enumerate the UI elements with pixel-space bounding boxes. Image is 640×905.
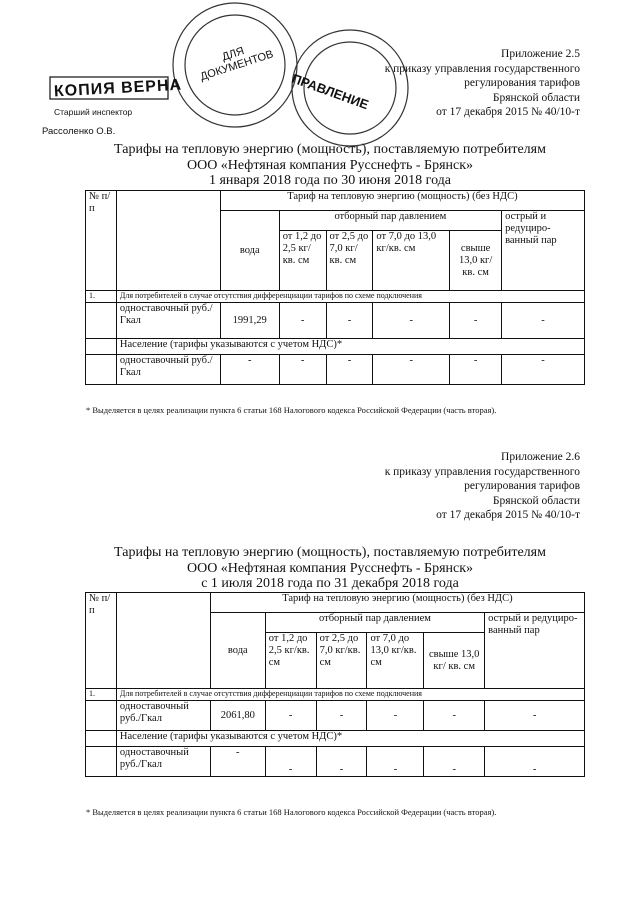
sharp-steam-header: острый и редуциро-ванный пар xyxy=(485,613,585,689)
population-row: Население (тарифы указываются с учетом НДС)* xyxy=(116,339,584,355)
dash-cell: - xyxy=(424,747,485,777)
stamp-pravlenie: ПРАВЛЕНИЕ xyxy=(289,70,371,113)
appendix-line: от 17 декабря 2015 № 40/10-т xyxy=(436,106,580,118)
appendix-line: Брянской области xyxy=(492,494,580,507)
row-group: Для потребителей в случае отсутствия дифференциации тарифов по схеме подключения xyxy=(116,291,584,303)
title-line: Тарифы на тепловую энергию (мощность), поставляемую потребителям xyxy=(114,545,546,560)
dash-cell: - xyxy=(373,355,450,385)
sharp-steam-header: острый и редуциро-ванный пар xyxy=(502,211,585,291)
footnote-2: * Выделяется в целях реализации пункта 6 статьи 168 Налогового кодекса Российской Федерации (часть вторая). xyxy=(86,807,497,817)
population-row: Население (тарифы указываются с учетом НДС)* xyxy=(116,731,584,747)
water-value: 1991,29 xyxy=(220,303,279,339)
tariff-header: Тариф на тепловую энергию (мощность) (без НДС) xyxy=(210,593,584,613)
title-line: 1 января 2018 года по 30 июня 2018 года xyxy=(208,173,452,188)
tariff-title-2 xyxy=(60,545,600,592)
dash-cell: - xyxy=(220,355,279,385)
dash-cell: - xyxy=(485,747,585,777)
row-group: Для потребителей в случае отсутствия дифференциации тарифов по схеме подключения xyxy=(116,689,584,701)
one-part-label: одноставочный руб./Гкал xyxy=(116,747,210,777)
appendix-line: Приложение 2.6 xyxy=(501,451,580,463)
tariff-table-1 xyxy=(85,190,585,385)
dash-cell: - xyxy=(265,701,316,731)
dash-cell: - xyxy=(279,303,326,339)
appendix-line: от 17 декабря 2015 № 40/10-т xyxy=(436,509,580,521)
dash-cell: - xyxy=(450,355,502,385)
pressure-4: свыше 13,0 кг/ кв. см xyxy=(450,231,502,291)
appendix-line: Приложение 2.5 xyxy=(501,48,580,60)
one-part-label: одноставочный руб./Гкал xyxy=(116,701,210,731)
title-line: ООО «Нефтяная компания Русснефть - Брянск» xyxy=(186,157,474,173)
pressure-1: от 1,2 до 2,5 кг/кв. см xyxy=(265,633,316,689)
water-header: вода xyxy=(210,613,265,689)
footnote-1: * Выделяется в целях реализации пункта 6 статьи 168 Налогового кодекса Российской Федерации (часть вторая). xyxy=(86,405,497,415)
dash-cell: - xyxy=(367,701,424,731)
dash-cell: - xyxy=(210,747,265,777)
water-header: вода xyxy=(220,211,279,291)
dash-cell: - xyxy=(450,303,502,339)
title-line: ООО «Нефтяная компания Русснефть - Брянск» xyxy=(186,560,474,576)
steam-header: отборный пар давлением xyxy=(279,211,501,231)
dash-cell: - xyxy=(326,355,373,385)
appendix-block-2 xyxy=(385,450,580,523)
one-part-label: одноставочный руб./Гкал xyxy=(116,303,220,339)
pressure-3: от 7,0 до 13,0 кг/кв. см xyxy=(373,231,450,291)
dash-cell: - xyxy=(326,303,373,339)
dash-cell: - xyxy=(373,303,450,339)
one-part-label: одноставочный руб./Гкал xyxy=(116,355,220,385)
pressure-4: свыше 13,0 кг/ кв. см xyxy=(424,633,485,689)
appendix-line: к приказу управления государственного xyxy=(384,465,580,478)
row-number: 1. xyxy=(86,689,117,701)
dash-cell: - xyxy=(485,701,585,731)
appendix-line: Брянской области xyxy=(492,91,580,104)
dash-cell: - xyxy=(316,747,367,777)
dash-cell: - xyxy=(265,747,316,777)
steam-header: отборный пар давлением xyxy=(265,613,484,633)
water-value: 2061,80 xyxy=(210,701,265,731)
stamp-inspector-name: Рассоленко О.В. xyxy=(42,126,116,137)
row-number: 1. xyxy=(86,291,117,303)
dash-cell: - xyxy=(316,701,367,731)
dash-cell: - xyxy=(502,303,585,339)
pressure-2: от 2,5 до 7,0 кг/кв. см xyxy=(326,231,373,291)
dash-cell: - xyxy=(279,355,326,385)
stamp-inspector-title: Старший инспектор xyxy=(54,107,133,117)
tariff-title-1 xyxy=(60,142,600,189)
title-line: Тарифы на тепловую энергию (мощность), поставляемую потребителям xyxy=(114,142,546,157)
title-line: с 1 июля 2018 года по 31 декабря 2018 года xyxy=(201,576,459,591)
stamp-for-docs: ДЛЯ ДОКУМЕНТОВ xyxy=(198,45,275,84)
pressure-1: от 1,2 до 2,5 кг/кв. см xyxy=(279,231,326,291)
tariff-header: Тариф на тепловую энергию (мощность) (без НДС) xyxy=(220,191,584,211)
dash-cell: - xyxy=(424,701,485,731)
pressure-3: от 7,0 до 13,0 кг/кв. см xyxy=(367,633,424,689)
dash-cell: - xyxy=(502,355,585,385)
appendix-block-1 xyxy=(385,47,580,120)
pressure-2: от 2,5 до 7,0 кг/кв. см xyxy=(316,633,367,689)
appendix-line: регулирования тарифов xyxy=(464,480,580,492)
num-header: № п/п xyxy=(86,593,117,689)
num-header: № п/п xyxy=(86,191,117,291)
dash-cell: - xyxy=(367,747,424,777)
appendix-line: к приказу управления государственного xyxy=(384,62,580,75)
stamp-copy-label: КОПИЯ ВЕРНА xyxy=(53,76,183,101)
tariff-table-2 xyxy=(85,592,585,777)
appendix-line: регулирования тарифов xyxy=(464,77,580,89)
